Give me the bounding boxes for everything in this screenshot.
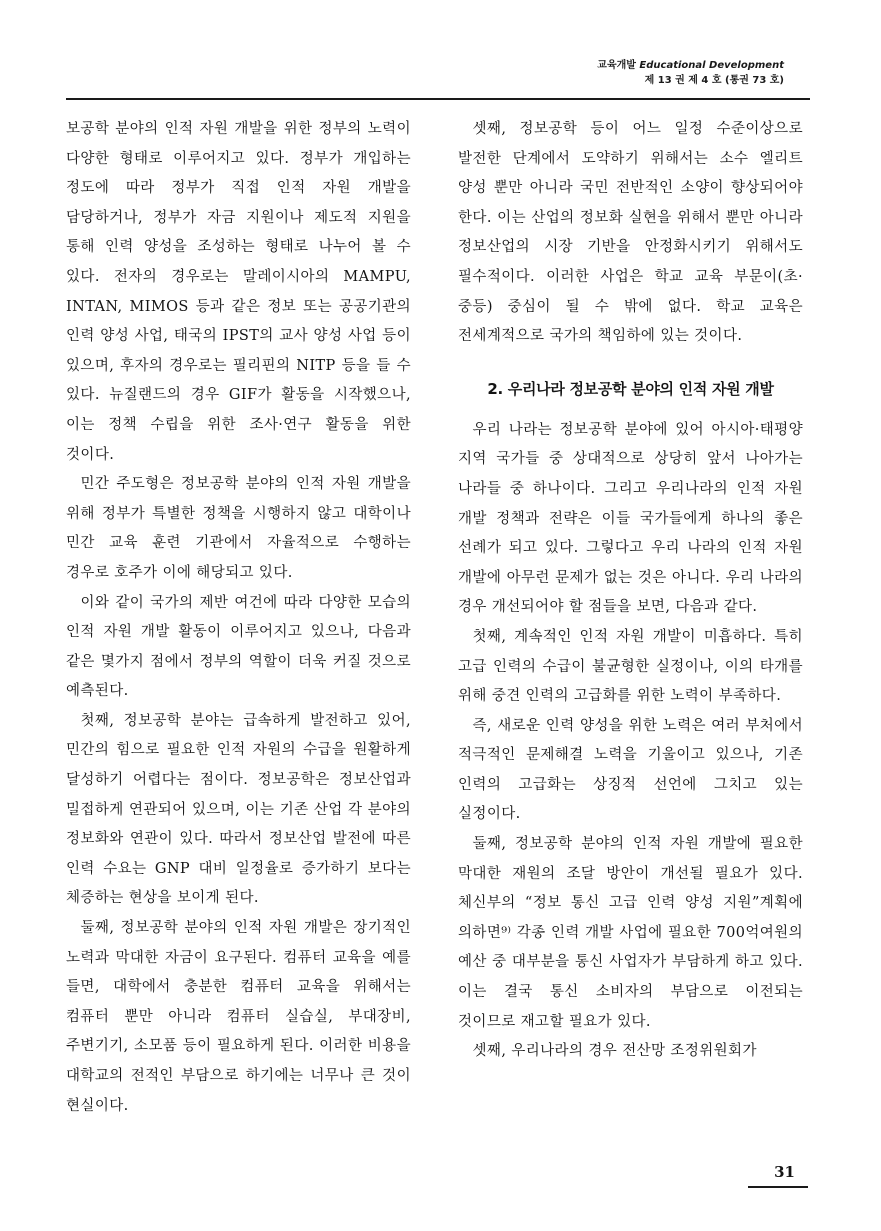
paragraph: 둘째, 정보공학 분야의 인적 자원 개발은 장기적인 노력과 막대한 자금이 요구된다. 컴퓨터 교육을 예를 들면, 대학에서 충분한 컴퓨터 교육을 위해서는 컴퓨터 뿐만 아니라 컴퓨터 실습실, 부대장비, 주변기기, 소모품 등이 필요하게 된다. 이러한 비용을 대학교의 전적인 부담으로 하기에는 너무나 큰 것이 현실이다. [66,920,411,1114]
journal-title-line [597,58,784,73]
paragraph: 우리 나라는 정보공학 분야에 있어 아시아·태평양 지역 국가들 중 상대적으로 상당히 앞서 나아가는 나라들 중 하나이다. 그리고 우리나라의 인적 자원 개발 정책과 전략은 이들 국가들에게 하나의 좋은 선례가 되고 있다. 그렇다고 우리 나라의 인적 자원 개발에 아무런 문제가 없는 것은 아니다. 우리 나라의 경우 개선되어야 할 점들을 보면, 다음과 같다. [458,421,803,616]
paragraph: 셋째, 정보공학 등이 어느 일정 수준이상으로 발전한 단계에서 도약하기 위해서는 소수 엘리트 양성 뿐만 아니라 국민 전반적인 소양이 향상되어야 한다. 이는 산업의 정보화 실현을 위해서 뿐만 아니라 정보산업의 시장 기반을 안정화시키기 위해서도 필수적이다. 이러한 사업은 학교 교육 부문이(초·중등) 중심이 될 수 밖에 없다. 학교 교육은 전세계적으로 국가의 책임하에 있는 것이다. [458,121,803,345]
paragraph: 민간 주도형은 정보공학 분야의 인적 자원 개발을 위해 정부가 특별한 정책을 시행하지 않고 대학이나 민간 교육 훈련 기관에서 자율적으로 수행하는 경우로 호주가 이에 해당되고 있다. [66,476,411,581]
right-column-body [458,416,803,1067]
left-column [66,115,411,1121]
paragraph: 둘째, 정보공학 분야의 인적 자원 개발에 필요한 막대한 재원의 조달 방안이 개선될 필요가 있다. 체신부의 “정보 통신 고급 인력 양성 지원”계획에 의하면⁹⁾ 각종 인력 개발 사업에 필요한 700억여원의 예산 중 대부분을 통신 사업자가 부담하게 하고 있다. 이는 결국 통신 소비자의 부담으로 이전되는 것이므로 재고할 필요가 있다. [458,836,803,1030]
paragraph: 첫째, 계속적인 인적 자원 개발이 미흡하다. 특히 고급 인력의 수급이 불균형한 실정이나, 이의 타개를 위해 중견 인력의 고급화를 위한 노력이 부족하다. [458,628,803,705]
journal-name: 교육개발 [597,60,636,71]
paragraph: 즉, 새로운 인력 양성을 위한 노력은 여러 부처에서 적극적인 문제해결 노력을 기울이고 있으나, 기존 인력의 고급화는 상징적 선언에 그치고 있는 실정이다. [458,717,803,823]
page-number-rule [748,1186,808,1188]
journal-name-english: Educational Development [639,60,784,71]
paragraph: 보공학 분야의 인적 자원 개발을 위한 정부의 노력이 다양한 형태로 이루어지고 있다. 정부가 개입하는 정도에 따라 정부가 직접 인적 자원 개발을 담당하거나, 정부가 자금 지원이나 제도적 지원을 통해 인력 양성을 조성하는 형태로 나누어 볼 수 있다. 전자의 경우로는 말레이시아의 MAMPU, INTAN, MIMOS 등과 같은 정보 또는 공공기관의 인력 양성 사업, 태국의 IPST의 교사 양성 사업 등이 있으며, 후자의 경우로는 필리핀의 NITP 등을 들 수 있다. 뉴질랜드의 경우 GIF가 활동을 시작했으나, 이는 정책 수립을 위한 조사·연구 활동을 위한 것이다. [66,121,411,463]
right-column [458,115,803,1067]
paragraph: 이와 같이 국가의 제반 여건에 따라 다양한 모습의 인적 자원 개발 활동이 이루어지고 있으나, 다음과 같은 몇가지 점에서 정부의 역할이 더욱 커질 것으로 예측된다. [66,594,411,700]
page-number: 31 [774,1163,795,1181]
header-rule [66,98,810,100]
paragraph: 셋째, 우리나라의 경우 전산망 조정위원회가 [472,1043,757,1060]
running-header [597,58,784,88]
issue-info: 제 13 권 제 4 호 (통권 73 호) [644,75,784,86]
left-column-body [66,115,411,1121]
right-column-intro [458,115,803,352]
paragraph: 첫째, 정보공학 분야는 급속하게 발전하고 있어, 민간의 힘으로 필요한 인적 자원의 수급을 원활하게 달성하기 어렵다는 점이다. 정보공학은 정보산업과 밀접하게 연관되어 있으며, 이는 기존 산업 각 분야의 정보화와 연관이 있다. 따라서 정보산업 발전에 따른 인력 수요는 GNP 대비 일정율로 증가하기 보다는 체증하는 현상을 보이게 된다. [66,712,411,907]
section-heading: 2. 우리나라 정보공학 분야의 인적 자원 개발 [487,379,774,398]
